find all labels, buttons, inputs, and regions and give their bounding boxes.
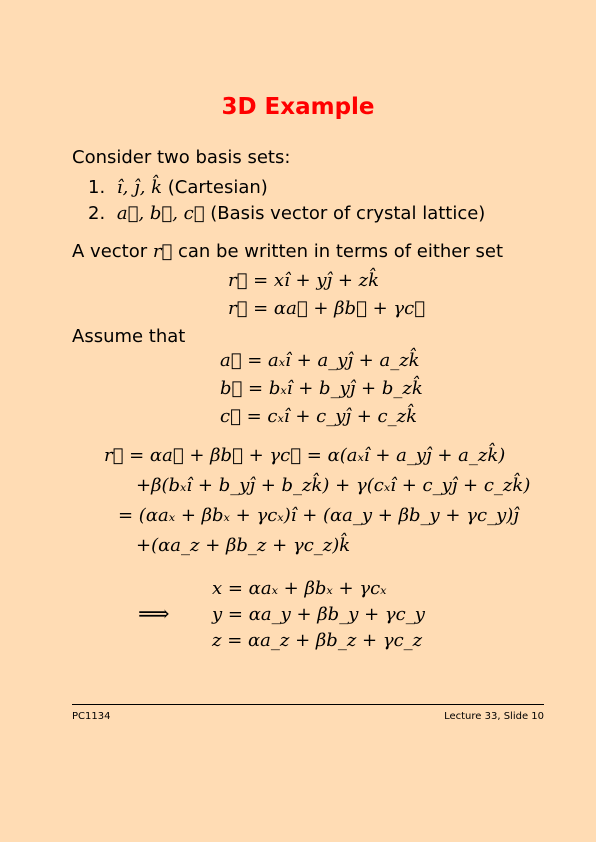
vector-post: can be written in terms of either set: [172, 241, 504, 262]
assume-text: Assume that: [72, 326, 186, 347]
vector-symbol: r⃗: [152, 241, 173, 262]
expansion-line-1: r⃗ = αa⃗ + βb⃗ + γc⃗ = α(aₓî + a_yĵ + a_zk̂): [104, 445, 506, 466]
slide-title: 3D Example: [221, 94, 375, 120]
list-math: î, ĵ, k̂: [116, 177, 163, 198]
implies-arrow: ⟹: [138, 602, 170, 627]
equation-r-lattice: r⃗ = αa⃗ + βb⃗ + γc⃗: [228, 298, 426, 319]
list-item-2: [88, 203, 485, 224]
list-text: (Cartesian): [162, 177, 268, 198]
footer-course: PC1134: [72, 711, 111, 722]
list-number: 1.: [88, 177, 106, 198]
result-x: x = αaₓ + βbₓ + γcₓ: [212, 578, 387, 599]
expansion-line-3: = (αaₓ + βbₓ + γcₓ)î + (αa_y + βb_y + γc_y)ĵ: [118, 505, 519, 526]
equation-a: a⃗ = aₓî + a_yĵ + a_zk̂: [220, 350, 420, 371]
list-text: (Basis vector of crystal lattice): [204, 203, 486, 224]
vector-line: [72, 241, 503, 262]
list-math: a⃗, b⃗, c⃗: [116, 203, 205, 224]
footer-divider: [72, 704, 544, 705]
list-item-1: [88, 177, 268, 198]
vector-pre: A vector: [72, 241, 153, 262]
expansion-line-4: +(αa_z + βb_z + γc_z)k̂: [136, 535, 351, 556]
intro-text: Consider two basis sets:: [72, 147, 291, 168]
footer-slide: Lecture 33, Slide 10: [444, 711, 544, 722]
result-z: z = αa_z + βb_z + γc_z: [212, 630, 423, 651]
result-y: y = αa_y + βb_y + γc_y: [212, 604, 425, 625]
equation-r-cartesian: r⃗ = xî + yĵ + zk̂: [228, 270, 380, 291]
equation-b: b⃗ = bₓî + b_yĵ + b_zk̂: [220, 378, 423, 399]
equation-c: c⃗ = cₓî + c_yĵ + c_zk̂: [220, 406, 417, 427]
list-number: 2.: [88, 203, 106, 224]
expansion-line-2: +β(bₓî + b_yĵ + b_zk̂) + γ(cₓî + c_yĵ + c_zk̂): [136, 475, 531, 496]
